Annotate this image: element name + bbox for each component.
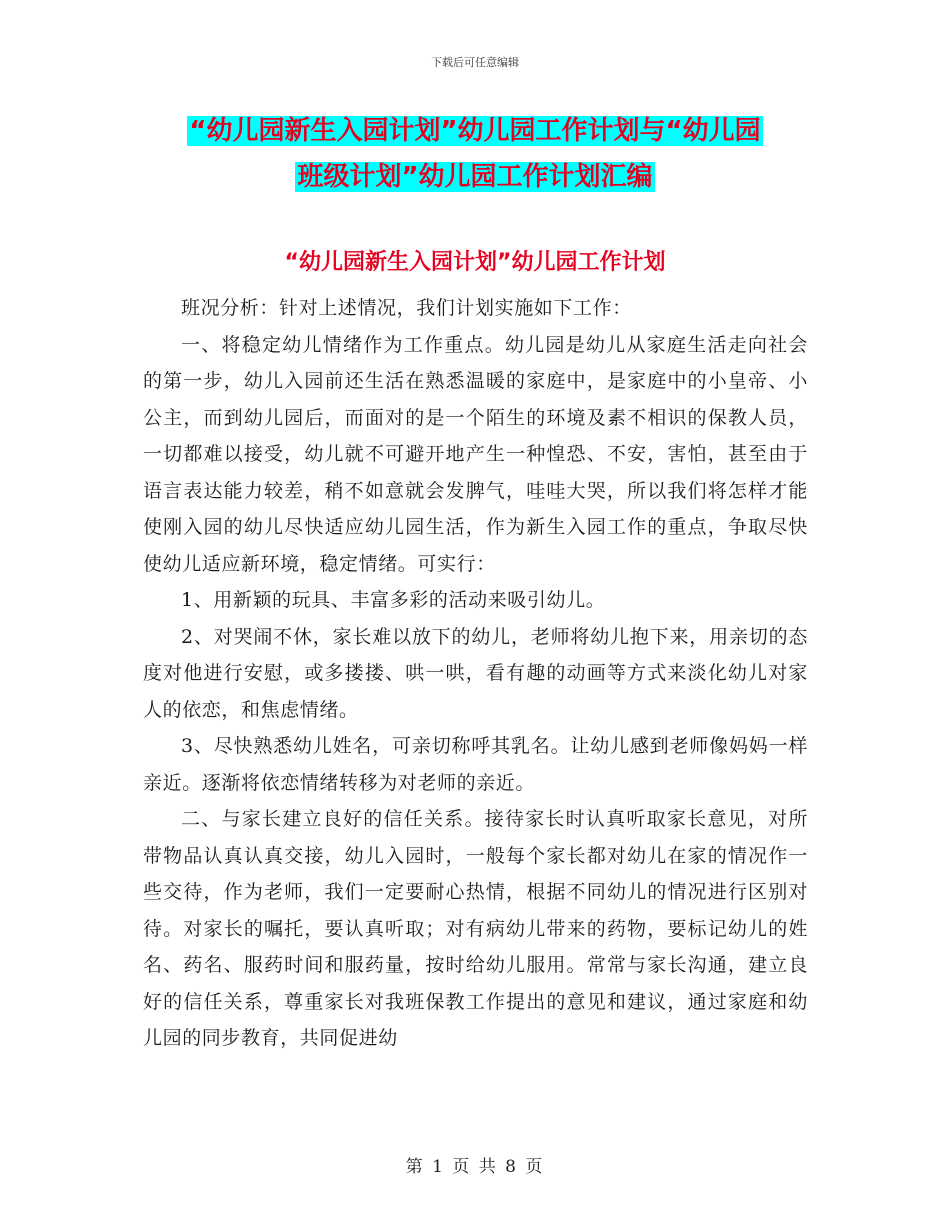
title-line-1: “幼儿园新生入园计划”幼儿园工作计划与“幼儿园 xyxy=(189,116,761,146)
title-line-2: 班级计划”幼儿园工作计划汇编 xyxy=(297,162,653,192)
section-title: “幼儿园新生入园计划”幼儿园工作计划 xyxy=(284,250,666,275)
paragraph: 二、与家长建立良好的信任关系。接待家长时认真听取家长意见，对所带物品认真认真交接，幼儿入园时，一般每个家长都对幼儿在家的情况作一些交待，作为老师，我们一定要耐心热情，根据不同幼儿的情况进行区别对待。对家长的嘱托，要认真听取；对有病幼儿带来的药物，要标记幼儿的姓名、药名、服药时间和服药量，按时给幼儿服用。常常与家长沟通，建立良好的信任关系，尊重家长对我班保教工作提出的意见和建议，通过家庭和幼儿园的同步教育，共同促进幼 xyxy=(143,808,808,1049)
paragraph: 1、用新颖的玩具、丰富多彩的活动来吸引幼儿。 xyxy=(181,589,606,611)
document-title xyxy=(145,108,805,200)
paragraph: 班况分析：针对上述情况，我们计划实施如下工作： xyxy=(181,297,632,319)
body-text xyxy=(143,290,808,1057)
header-note: 下载后可任意编辑 xyxy=(431,56,519,69)
paragraph: 3、尽快熟悉幼儿姓名，可亲切称呼其乳名。让幼儿感到老师像妈妈一样亲近。逐渐将依恋情绪转移为对老师的亲近。 xyxy=(143,735,808,794)
page-footer: 第 1 页 共 8 页 xyxy=(405,1157,545,1177)
paragraph: 一、将稳定幼儿情绪作为工作重点。幼儿园是幼儿从家庭生活走向社会的第一步，幼儿入园前还生活在熟悉温暖的家庭中，是家庭中的小皇帝、小公主，而到幼儿园后，而面对的是一个陌生的环境及素不相识的保教人员，一切都难以接受，幼儿就不可避开地产生一种惶恐、不安，害怕，甚至由于语言表达能力较差，稍不如意就会发脾气，哇哇大哭，所以我们将怎样才能使刚入园的幼儿尽快适应幼儿园生活，作为新生入园工作的重点，争取尽快使幼儿适应新环境，稳定情绪。可实行： xyxy=(143,333,808,575)
paragraph: 2、对哭闹不休，家长难以放下的幼儿，老师将幼儿抱下来，用亲切的态度对他进行安慰，或多搂搂、哄一哄，看有趣的动画等方式来淡化幼儿对家人的依恋，和焦虑情绪。 xyxy=(143,625,808,721)
